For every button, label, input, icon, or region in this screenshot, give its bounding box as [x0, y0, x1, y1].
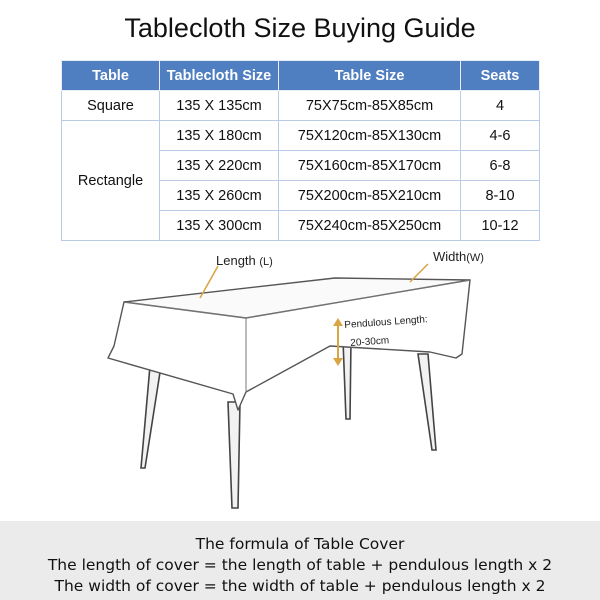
formula-section: [0, 521, 600, 600]
cell-tablecloth-size: 135 X 135cm: [160, 91, 279, 121]
cell-table-size: 75X240cm-85X250cm: [279, 211, 461, 241]
cell-table-size: 75X75cm-85X85cm: [279, 91, 461, 121]
header-table: Table: [62, 61, 160, 91]
drop-value: 20-30cm: [350, 335, 390, 349]
drop-label: Pendulous Length:: [344, 314, 428, 331]
cell-table-size: 75X160cm-85X170cm: [279, 151, 461, 181]
cell-table-size: 75X120cm-85X130cm: [279, 121, 461, 151]
cell-tablecloth-size: 135 X 180cm: [160, 121, 279, 151]
table-row: [62, 121, 540, 151]
page-title: Tablecloth Size Buying Guide: [124, 13, 476, 43]
formula-heading: The formula of Table Cover: [195, 535, 405, 553]
size-guide-table: [61, 60, 540, 241]
cell-seats: 8-10: [461, 181, 540, 211]
tablecloth-diagram: [0, 242, 600, 522]
header-seats: Seats: [461, 61, 540, 91]
cell-table-type: Rectangle: [62, 121, 160, 241]
length-label-text: Length: [216, 253, 256, 268]
width-label-text: Width: [433, 249, 467, 264]
header-tablecloth-size: Tablecloth Size: [160, 61, 279, 91]
cell-seats: 6-8: [461, 151, 540, 181]
header-table-size: Table Size: [279, 61, 461, 91]
formula-length-line: The length of cover = the length of table + pendulous length x 2: [47, 556, 553, 574]
cell-tablecloth-size: 135 X 260cm: [160, 181, 279, 211]
cell-seats: 4: [461, 91, 540, 121]
width-unit: (W): [466, 252, 484, 264]
cell-table-type: Square: [62, 91, 160, 121]
formula-width-line: The width of cover = the width of table + pendulous length x 2: [54, 577, 546, 595]
width-label: [433, 249, 484, 264]
table-row: [62, 91, 540, 121]
table-header-row: [62, 61, 540, 91]
length-unit: (L): [259, 256, 273, 268]
length-label: [216, 253, 273, 268]
cell-tablecloth-size: 135 X 300cm: [160, 211, 279, 241]
cell-table-size: 75X200cm-85X210cm: [279, 181, 461, 211]
table-illustration: [0, 242, 600, 522]
cell-seats: 4-6: [461, 121, 540, 151]
cell-seats: 10-12: [461, 211, 540, 241]
cell-tablecloth-size: 135 X 220cm: [160, 151, 279, 181]
